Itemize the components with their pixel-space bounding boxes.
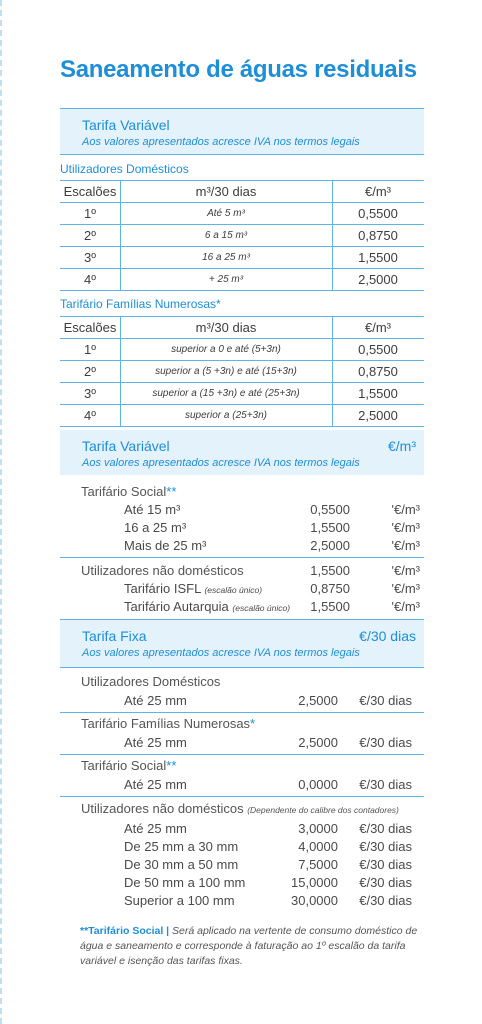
fixa-nd-row-unit: €/30 dias: [359, 875, 412, 890]
fixa-nd-row-unit: €/30 dias: [359, 839, 412, 854]
divider: [60, 667, 424, 668]
band-note: Aos valores apresentados acresce IVA nos termos legais: [82, 647, 360, 659]
band-title: Tarifa Variável: [82, 117, 170, 133]
section-title-domesticos: Utilizadores Domésticos: [60, 162, 189, 176]
nd-row-value: 0,8750: [310, 581, 350, 596]
table-cell-escalao: 1º: [84, 342, 96, 357]
table-cell-value: 0,8750: [358, 228, 398, 243]
fixa-nd-row-unit: €/30 dias: [359, 857, 412, 872]
table-cell-range: + 25 m³: [208, 274, 244, 285]
fixa-nd-row-label: Até 25 mm: [124, 821, 187, 836]
fixa-group-title: Utilizadores Domésticos: [81, 674, 221, 689]
divider: [60, 557, 424, 558]
table-cell-range: Até 5 m³: [207, 208, 245, 219]
social-row-value: 1,5500: [310, 520, 350, 535]
table-cell-value: 1,5500: [358, 250, 398, 265]
band-title: Tarifa Fixa: [82, 628, 147, 644]
fixa-group-unit: €/30 dias: [359, 777, 412, 792]
table-rule: [60, 426, 424, 427]
fixa-group-value: 2,5000: [298, 735, 338, 750]
table-cell-range: superior a (25+3n): [185, 410, 267, 421]
social-row-label: Até 15 m³: [124, 502, 181, 517]
table-cell-escalao: 2º: [84, 364, 96, 379]
divider: [60, 796, 424, 797]
band-note: Aos valores apresentados acresce IVA nos termos legais: [82, 457, 360, 469]
header-cell: Escalões: [63, 184, 117, 199]
band-note: Aos valores apresentados acresce IVA nos termos legais: [82, 136, 360, 148]
nao-domesticos-title: Utilizadores não domésticos: [81, 563, 244, 578]
table-cell-value: 0,8750: [358, 364, 398, 379]
table-rule: [60, 290, 424, 291]
band-unit: €/m³: [388, 438, 416, 454]
fixa-nd-row-label: De 25 mm a 30 mm: [124, 839, 239, 854]
fixa-nd-row-unit: €/30 dias: [359, 893, 412, 908]
social-row-label: 16 a 25 m³: [124, 520, 187, 535]
social-row-value: 0,5500: [310, 502, 350, 517]
header-cell: Escalões: [63, 320, 117, 335]
table-rule: [60, 180, 424, 181]
nd-row-value: 1,5500: [310, 599, 350, 614]
fixa-nd-row-value: 3,0000: [298, 821, 338, 836]
table-cell-escalao: 4º: [84, 408, 96, 423]
divider: [60, 154, 424, 155]
fixa-group-title: Tarifário Famílias Numerosas*: [81, 716, 256, 731]
table-cell-escalao: 2º: [84, 228, 96, 243]
table-cell-value: 0,5500: [358, 206, 398, 221]
page-title: Saneamento de águas residuais: [60, 56, 417, 83]
header-cell: €/m³: [365, 320, 391, 335]
table-rule: [60, 246, 424, 247]
table-cell-range: 16 a 25 m³: [202, 252, 250, 263]
nd-row-label: Tarifário Autarquia (escalão único): [124, 599, 291, 614]
nao-domesticos-unit: '€/m³: [391, 563, 420, 578]
divider: [60, 712, 424, 713]
nd-row-unit: '€/m³: [391, 581, 420, 596]
table-cell-value: 0,5500: [358, 342, 398, 357]
social-title: Tarifário Social**: [81, 484, 177, 499]
table-cell-range: superior a (15 +3n) e até (25+3n): [152, 388, 300, 399]
table-rule: [60, 382, 424, 383]
band-unit: €/30 dias: [359, 628, 416, 644]
fixa-group-title: Tarifário Social**: [81, 758, 177, 773]
fixa-group-label: Até 25 mm: [124, 735, 187, 750]
nao-domesticos-value: 1,5500: [310, 563, 350, 578]
fixa-group-value: 0,0000: [298, 777, 338, 792]
table-rule: [60, 360, 424, 361]
social-row-value: 2,5000: [310, 538, 350, 553]
page-edge-dashes: [0, 0, 5, 1024]
social-row-label: Mais de 25 m³: [124, 538, 207, 553]
table-cell-range: 6 a 15 m³: [204, 230, 248, 241]
table-cell-value: 2,5000: [358, 408, 398, 423]
fixa-nd-row-label: De 50 mm a 100 mm: [124, 875, 246, 890]
fixa-nd-row-unit: €/30 dias: [359, 821, 412, 836]
social-row-unit: '€/m³: [391, 520, 420, 535]
table-rule: [60, 202, 424, 203]
nd-row-label: Tarifário ISFL (escalão único): [124, 581, 263, 596]
social-row-unit: '€/m³: [391, 502, 420, 517]
table-cell-escalao: 4º: [84, 272, 96, 287]
table-cell-escalao: 3º: [84, 250, 96, 265]
fixa-group-unit: €/30 dias: [359, 693, 412, 708]
fixa-nd-row-label: Superior a 100 mm: [124, 893, 235, 908]
fixa-nd-row-value: 7,5000: [298, 857, 338, 872]
fixa-group-unit: €/30 dias: [359, 735, 412, 750]
fixa-nd-row-value: 4,0000: [298, 839, 338, 854]
table-rule: [60, 224, 424, 225]
header-cell: m³/30 dias: [195, 320, 257, 335]
table-cell-escalao: 3º: [84, 386, 96, 401]
band-title: Tarifa Variável: [82, 438, 170, 454]
table-cell-range: superior a (5 +3n) e até (15+3n): [155, 366, 297, 377]
footnote: **Tarifário Social | Será aplicado na vertente de consumo doméstico de água e saneamento e corresponde à faturação ao 1º escalão da tarifa variável e isenção das tarifas fixas.: [80, 925, 418, 967]
fixa-group-value: 2,5000: [298, 693, 338, 708]
table-rule: [60, 404, 424, 405]
tarifa-fixa-header: [60, 620, 424, 667]
section-title-familias: Tarifário Famílias Numerosas*: [60, 297, 221, 311]
table-rule: [60, 338, 424, 339]
table-rule: [60, 316, 424, 317]
fixa-nao-domesticos-title: Utilizadores não domésticos (Dependente do calibre dos contadores): [81, 801, 399, 816]
table-cell-value: 2,5000: [358, 272, 398, 287]
table-cell-value: 1,5500: [358, 386, 398, 401]
header-cell: m³/30 dias: [195, 184, 257, 199]
fixa-group-label: Até 25 mm: [124, 693, 187, 708]
nd-row-unit: '€/m³: [391, 599, 420, 614]
tarifa-variavel-header: [60, 109, 424, 154]
table-rule: [60, 268, 424, 269]
header-cell: €/m³: [365, 184, 391, 199]
fixa-group-label: Até 25 mm: [124, 777, 187, 792]
table-cell-escalao: 1º: [84, 206, 96, 221]
social-row-unit: '€/m³: [391, 538, 420, 553]
fixa-nd-row-label: De 30 mm a 50 mm: [124, 857, 239, 872]
table-cell-range: superior a 0 e até (5+3n): [171, 344, 281, 355]
divider: [60, 754, 424, 755]
fixa-nd-row-value: 30,0000: [291, 893, 338, 908]
fixa-nd-row-value: 15,0000: [291, 875, 338, 890]
tarifa-variavel-header-2: [60, 430, 424, 475]
